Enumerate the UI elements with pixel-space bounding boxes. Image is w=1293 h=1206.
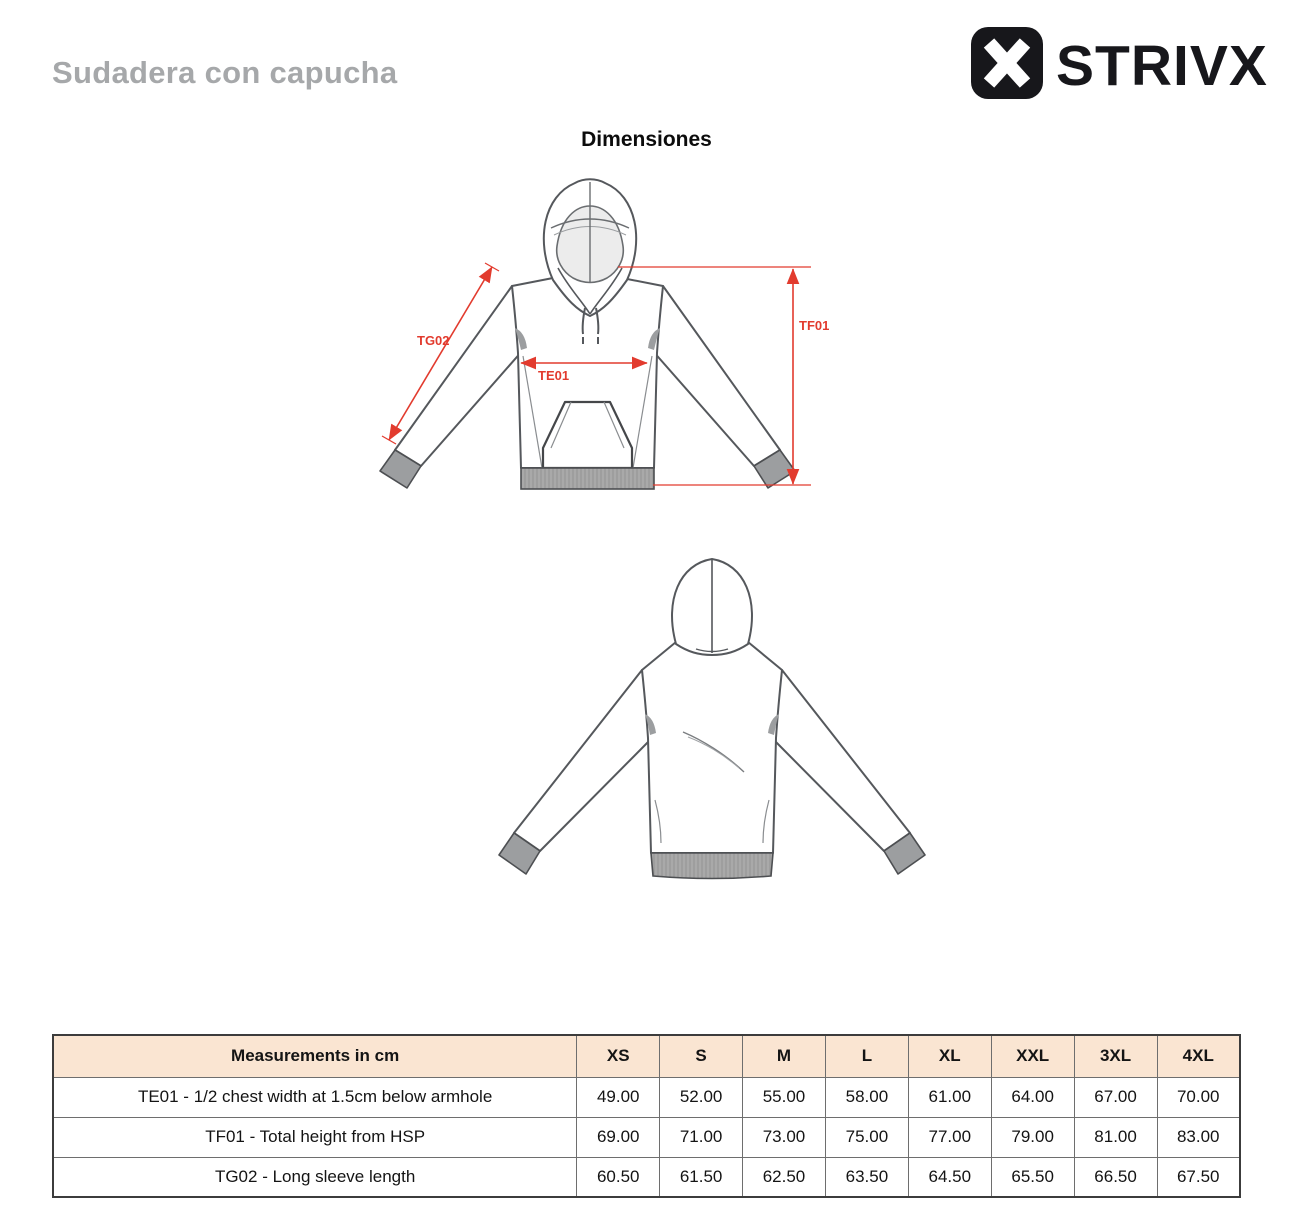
value-cell: 65.50 [991, 1157, 1074, 1197]
value-cell: 58.00 [825, 1077, 908, 1117]
value-cell: 67.00 [1074, 1077, 1157, 1117]
brand-logo [970, 26, 1268, 105]
value-cell: 75.00 [825, 1117, 908, 1157]
value-cell: 73.00 [743, 1117, 826, 1157]
table-row-tf01 [53, 1117, 1240, 1157]
table-header-measurements: Measurements in cm [53, 1035, 577, 1077]
x-logo-icon [970, 26, 1044, 105]
value-cell: 52.00 [660, 1077, 743, 1117]
brand-wordmark: STRIVX [1056, 33, 1268, 98]
row-label: TG02 - Long sleeve length [53, 1157, 577, 1197]
value-cell: 81.00 [1074, 1117, 1157, 1157]
value-cell: 61.50 [660, 1157, 743, 1197]
table-header-xs: XS [577, 1035, 660, 1077]
table-header-xxl: XXL [991, 1035, 1074, 1077]
hoodie-back-diagram [480, 548, 940, 908]
page-title: Sudadera con capucha [52, 55, 398, 90]
table-row-tg02 [53, 1157, 1240, 1197]
value-cell: 67.50 [1157, 1157, 1240, 1197]
front-right-sleeve [652, 286, 780, 466]
value-cell: 62.50 [743, 1157, 826, 1197]
value-cell: 71.00 [660, 1117, 743, 1157]
value-cell: 63.50 [825, 1157, 908, 1197]
section-heading: Dimensiones [581, 128, 712, 151]
row-label: TF01 - Total height from HSP [53, 1117, 577, 1157]
table-header-row [53, 1035, 1240, 1077]
table-header-m: M [743, 1035, 826, 1077]
value-cell: 70.00 [1157, 1077, 1240, 1117]
value-cell: 61.00 [908, 1077, 991, 1117]
row-label: TE01 - 1/2 chest width at 1.5cm below armhole [53, 1077, 577, 1117]
table-header-l: L [825, 1035, 908, 1077]
value-cell: 60.50 [577, 1157, 660, 1197]
measurements-table [52, 1034, 1241, 1198]
tf01-label: TF01 [799, 318, 830, 333]
value-cell: 79.00 [991, 1117, 1074, 1157]
table-header-s: S [660, 1035, 743, 1077]
value-cell: 69.00 [577, 1117, 660, 1157]
table-header-3xl: 3XL [1074, 1035, 1157, 1077]
te01-label: TE01 [538, 368, 570, 383]
tg02-label: TG02 [417, 333, 450, 348]
table-row-te01 [53, 1077, 1240, 1117]
value-cell: 66.50 [1074, 1157, 1157, 1197]
table-header-xl: XL [908, 1035, 991, 1077]
value-cell: 64.00 [991, 1077, 1074, 1117]
value-cell: 77.00 [908, 1117, 991, 1157]
value-cell: 83.00 [1157, 1117, 1240, 1157]
front-left-sleeve [395, 286, 523, 466]
hoodie-front-diagram [355, 168, 845, 518]
back-right-sleeve [772, 670, 910, 851]
back-hem-band [651, 853, 773, 879]
table-header-4xl: 4XL [1157, 1035, 1240, 1077]
back-left-sleeve [514, 670, 652, 851]
value-cell: 55.00 [743, 1077, 826, 1117]
value-cell: 64.50 [908, 1157, 991, 1197]
value-cell: 49.00 [577, 1077, 660, 1117]
front-hem-band [521, 468, 654, 489]
